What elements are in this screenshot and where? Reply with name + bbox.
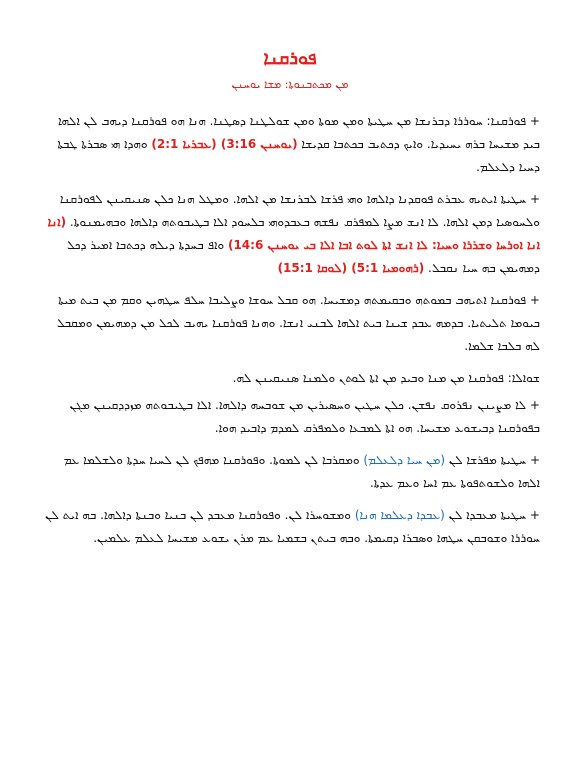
- paragraph-1: [40, 110, 540, 179]
- paragraph-3: [40, 289, 540, 358]
- paragraph-2-tail: ܘܐܦ ܒܚܕܬܐ ܕܝܠܗ ܕܟܬܒܐ ܐܡܝܪ ܕܟܠ ܕܡܗܝܡܢ ܒܗ ܚܝܐ ܢܩܒܠ.: [66, 238, 540, 275]
- paragraph-6-highlight: (ܡܢ ܚܝܐ ܕܠܥܠܡ): [363, 453, 446, 467]
- paragraph-7-highlight: (ܥܒܕܐ ܕܥܠܡܐ ܗܢܐ): [354, 508, 445, 522]
- paragraph-6-tail: ܘܡܩܪܒܐ ܠܢ ܠܡܘܬܐ. ܘܦܘܪܩܢܐ ܡܗܦܟ ܠܢ ܠܚܝܐ ܚܕܬܐ ܘܠܫܠܡܐ ܥܡ ܐܠܗܐ ܘܠܫܘܬܦܘܬܐ ܥܡ ܐܚܐ ܘܥܡ ܥܕܬܐ.: [63, 453, 540, 490]
- paragraph-2: [40, 188, 540, 280]
- paragraph-2-text: + ܚܛܝܬܐ ܐܝܬܝܗ ܥܒܪܬ ܦܘܩܕܢܐ ܕܐܠܗܐ ܘܗܝ ܦܪܫܐ ܠܒܪܢܫܐ ܡܢ ܐܠܗܐ. ܘܡܛܠ ܗܢܐ ܟܠܢ ܣܢܝܩܝܢܢ ܠܦܘܪܩܢܐ ܘܠܚܘܣܝܐ ܕܡܢ ܐܠܗܐ. ܠܐ ܐܢܫ ܡܨܐ ܠܡܦܪܩ ܢܦܫܗ ܒܥܒܕܘܗܝ ܒܠܚܘܕ ܐܠܐ ܒܛܝܒܘܬܗ ܕܐܠܗܐ ܘܒܗܝܡܢܘܬܐ.: [59, 192, 540, 229]
- paragraph-2-quote: (ܐܢܐ ܐܢܐ ܐܘܪܚܐ ܘܫܪܪܐ ܘܚܝܐ: ܠܐ ܐܢܫ ܐܬܐ ܠܘܬ ܐܒܐ ܐܠܐ ܒܝ ܝܘܚܢܢ 14:6): [47, 215, 540, 252]
- question-heading: [40, 367, 540, 390]
- paragraph-6-text: + ܚܛܝܬܐ ܡܦܪܫܐ ܠܢ: [448, 453, 540, 467]
- paragraph-5-text: + ܠܐ ܡܨܝܢܢ ܢܦܪܘܩ ܢܦܫܢ. ܟܠܢ ܚܛܝܢ ܘܚܣܝܪܝܢ ܡܢ ܫܘܒܚܗ ܕܐܠܗܐ. ܐܠܐ ܒܛܝܒܘܬܗ ܡܙܕܕܩܝܢܢ ܡܓܢ ܒܦܘܪܩܢܐ ܕܒܝܫܘܥ ܡܫܝܚܐ. ܗܘ ܐܬܐ ܠܡܒܥܐ ܘܠܡܦܪܩ ܠܡܕܡ ܕܐܒܝܕ ܗܘܐ.: [69, 398, 540, 435]
- paragraph-7: [40, 504, 540, 550]
- paragraph-2-refs: (ܪܗܘܡܝܐ 5:1) (ܠܘܩܐ 15:1): [277, 261, 425, 275]
- paragraph-7-text: + ܚܛܝܬܐ ܡܥܒܕܐ ܠܢ: [448, 508, 540, 522]
- paragraph-1-text: + ܦܘܪܩܢܐ: ܚܘܪܪܐ ܕܒܪܢܫܐ ܡܢ ܚܛܝܬܐ ܘܡܢ ܡܘܬܐ ܘܡܢ ܫܘܠܛܢܐ ܕܣܛܢܐ. ܗܢܐ ܗܘ ܦܘܪܩܢܐ ܕܝܗܒ ܠܢ ܐܠܗܐ ܒܝܕ ܡܫܝܚܐ ܒܪܗ ܝܚܝܕܝܐ. ܘܐܝܟ ܕܟܬܝܒ ܒܟܬܒܐ ܩܕܝܫܐ: [57, 114, 540, 151]
- paragraph-7-tail: ܘܡܫܘܚܪܐ ܠܢ. ܘܦܘܪܩܢܐ ܡܥܒܕ ܠܢ ܒܢܝܐ ܘܒܢܬܐ ܕܐܠܗܐ. ܒܗ ܐܝܬ ܠܢ ܚܘܪܪܐ ܘܫܘܒܩܢ ܚܛܗܐ ܘܣܒܪܐ ܕܩܝܡܬܐ. ܘܒܗ ܒܝܬܢ ܒܫܡܝܐ ܥܡ ܡܪܢ ܝܫܘܥ ܡܫܝܚܐ ܠܥܠܡ ܥܠܡܝܢ.: [45, 508, 540, 545]
- document-subtitle: ܡܢ ܡܟܬܒܢܘܬܐ: ܡܫܐ ܝܘܚܢܢ: [231, 78, 349, 91]
- paragraph-3-text: + ܦܘܪܩܢܐ ܐܬܝܗܒ ܒܡܘܬܗ ܘܒܩܝܡܬܗ ܕܡܫܝܚܐ. ܗܘ ܩܒܠ ܚܘܫܐ ܘܨܠܝܒܐ ܚܠܦ ܚܛܗܝܢ ܘܩܡ ܡܢ ܒܝܬ ܡܝܬܐ ܒܝܘܡܐ ܬܠܝܬܝܐ. ܒܕܡܗ ܥܒܕ ܫܝܢܐ ܒܝܬ ܐܠܗܐ ܠܒܢܝ ܐܢܫܐ. ܘܗܢܐ ܦܘܪܩܢܐ ܝܗܝܒ ܠܟܠ ܡܢ ܕܡܗܝܡܢ ܘܡܩܒܠ ܠܗ ܒܠܒܐ ܫܠܡܐ.: [56, 293, 540, 353]
- paragraph-5: [40, 394, 540, 440]
- question-text: ܫܘܐܠܐ: ܦܘܪܩܢܐ ܡܢ ܡܢܐ ܘܒܝܕ ܡܢ ܐܬܐ ܠܘܬܢ ܘܠܡܢܐ ܣܢܝܩܝܢܢ ܠܗ.: [232, 371, 540, 385]
- paragraph-1-refs: (ܝܘܚܢܢ 3:16) (ܥܒܪܝܐ 2:1): [151, 137, 298, 151]
- document-title: ܦܘܪܩܢܐ: [263, 48, 317, 69]
- paragraph-6: [40, 449, 540, 495]
- paragraph-1-tail: ܘܗܕܐ ܗܝ ܣܒܪܬܐ ܛܒܬܐ ܕܚܝܐ ܕܠܥܠܡ.: [57, 137, 540, 174]
- document-page: [40, 48, 540, 559]
